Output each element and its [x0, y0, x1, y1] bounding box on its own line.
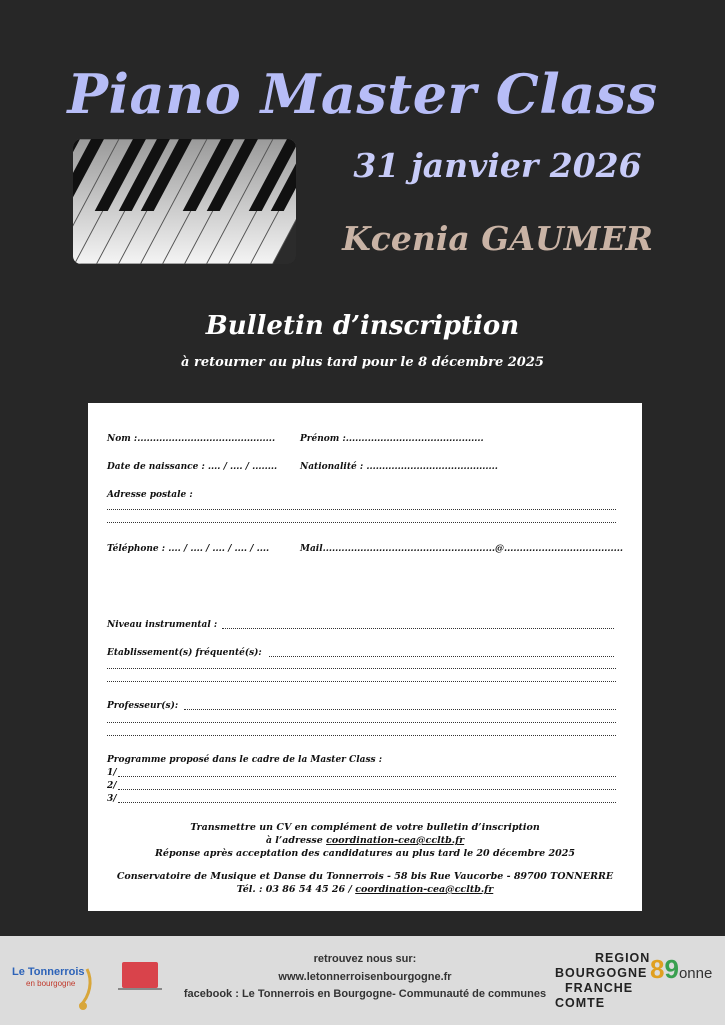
program-2-label: 2/: [107, 781, 117, 791]
conservatoire-logo: [118, 954, 162, 1006]
school-line-1[interactable]: [269, 655, 614, 657]
field-nationality[interactable]: Nationalité : ..........................................: [300, 462, 498, 472]
program-3-label: 3/: [107, 794, 117, 804]
school-line-2[interactable]: [107, 667, 616, 669]
region-word-2: BOURGOGNE: [555, 966, 648, 980]
bulletin-heading: Bulletin d’inscription: [205, 311, 520, 341]
music-note-icon: [75, 966, 105, 1011]
field-address-label: Adresse postale :: [107, 490, 193, 500]
region-word-3: FRANCHE: [565, 981, 634, 995]
contact-line: [88, 884, 642, 895]
field-prenom[interactable]: Prénom :............................................: [300, 434, 484, 444]
field-nom[interactable]: Nom :............................................: [107, 434, 276, 444]
tonnerrois-logo-text-1: Le Tonnerrois: [12, 966, 85, 978]
region-word-4: COMTE: [555, 996, 606, 1010]
phone-number: Tél. : 03 86 54 45 26 /: [236, 884, 356, 895]
program-line-3[interactable]: [118, 801, 616, 803]
registration-form: [88, 403, 642, 911]
tonnerrois-logo: [12, 967, 85, 989]
conservatoire-address: Conservatoire de Musique et Danse du Tonnerrois - 58 bis Rue Vaucorbe - 89700 TONNERRE: [116, 871, 614, 882]
deadline-text: à retourner au plus tard pour le 8 décembre 2025: [181, 355, 544, 370]
cv-instruction: Transmettre un CV en complément de votre bulletin d’inscription: [190, 822, 540, 833]
website-link[interactable]: www.letonnerroisenbourgogne.fr: [278, 971, 452, 983]
tonnerrois-logo-text-2: en bourgogne: [26, 979, 76, 988]
field-phone[interactable]: Téléphone : .... / .... / .... / .... / ....: [107, 544, 270, 554]
email-link[interactable]: coordination-cea@ccltb.fr: [326, 835, 465, 846]
region-bfc-logo: [555, 951, 650, 1011]
field-mail[interactable]: Mail.......................................................@......................................: [300, 544, 624, 554]
teacher-line-2[interactable]: [107, 721, 616, 723]
program-line-2[interactable]: [118, 788, 616, 790]
response-deadline: Réponse après acceptation des candidatures au plus tard le 20 décembre 2025: [155, 848, 575, 859]
level-line[interactable]: [222, 627, 614, 629]
facebook-link[interactable]: facebook : Le Tonnerrois en Bourgogne- Communauté de communes: [183, 988, 547, 1000]
contact-email-link[interactable]: coordination-cea@ccltb.fr: [355, 884, 494, 895]
poster-title: Piano Master Class: [67, 62, 658, 126]
region-word-1: REGION: [595, 951, 651, 965]
piano-keys-image: [73, 139, 296, 264]
field-birthdate[interactable]: Date de naissance : .... / .... / ........: [107, 462, 278, 472]
address-line-2[interactable]: [107, 521, 616, 523]
teacher-line-1[interactable]: [184, 708, 616, 710]
address-line-1[interactable]: [107, 508, 616, 510]
field-school-label: Etablissement(s) fréquenté(s):: [107, 648, 262, 658]
cv-address-line: [88, 835, 642, 846]
yonne-logo: 89onne: [650, 954, 713, 984]
teacher-line-3[interactable]: [107, 734, 616, 736]
field-teacher-label: Professeur(s):: [107, 701, 179, 711]
program-label: Programme proposé dans le cadre de la Master Class :: [107, 755, 383, 765]
event-date: 31 janvier 2026: [353, 146, 642, 185]
school-line-3[interactable]: [107, 680, 616, 682]
field-level-label: Niveau instrumental :: [107, 620, 218, 630]
teacher-name: Kcenia GAUMER: [342, 219, 653, 258]
cv-address-prefix: à l’adresse: [265, 835, 327, 846]
program-1-label: 1/: [107, 768, 117, 778]
footer-bar: [0, 936, 725, 1025]
program-line-1[interactable]: [118, 775, 616, 777]
yonne-text: onne: [678, 965, 713, 982]
follow-us-text: retrouvez nous sur:: [313, 953, 417, 965]
